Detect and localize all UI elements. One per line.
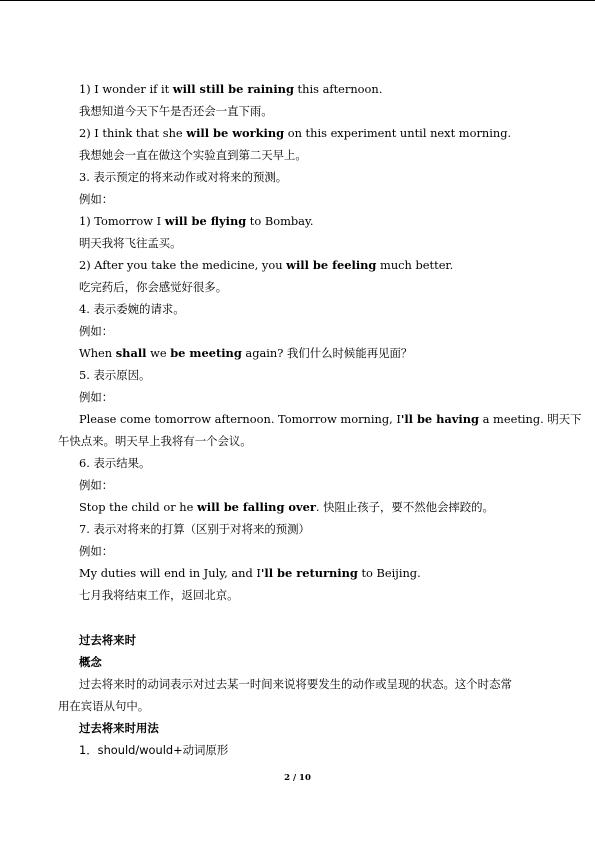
- text-segment: 例如：: [79, 192, 114, 206]
- text-line: [79, 364, 541, 386]
- text-line: [79, 474, 541, 496]
- text-line: [79, 78, 541, 100]
- text-line: [79, 408, 582, 430]
- text-segment: 1) Tomorrow I: [79, 214, 165, 228]
- text-segment: 1) I wonder if it: [79, 82, 173, 96]
- text-line: [79, 100, 541, 122]
- text-segment: 我想她会一直在做这个实验直到第二天早上。: [79, 148, 307, 162]
- header-rule: [0, 0, 595, 1]
- emphasis-text: shall: [115, 346, 147, 360]
- emphasis-text: will be falling over: [196, 500, 316, 514]
- text-segment: When: [79, 346, 116, 360]
- text-segment: 例如：: [79, 478, 114, 492]
- text-line: [79, 584, 541, 606]
- text-line: [79, 144, 541, 166]
- text-segment: 吃完药后，你会感觉好很多。: [79, 280, 228, 294]
- text-line: [79, 298, 541, 320]
- text-segment: 我想知道今天下午是否还会一直下雨。: [79, 104, 273, 118]
- text-line: [79, 562, 541, 584]
- text-segment: 5. 表示原因。: [79, 368, 151, 382]
- text-segment: 3. 表示预定的将来动作或对将来的预测。: [79, 170, 288, 184]
- emphasis-text: be meeting: [170, 346, 242, 360]
- text-line: [79, 166, 541, 188]
- emphasis-text: 'll be returning: [260, 566, 358, 580]
- text-segment: to Beijing.: [357, 566, 421, 580]
- text-segment: this afternoon.: [293, 82, 383, 96]
- text-line: [79, 518, 541, 540]
- text-line: [79, 342, 541, 364]
- text-line: [79, 320, 541, 342]
- document-body: [58, 78, 582, 761]
- text-segment: 7. 表示对将来的打算（区别于对将来的预测）: [79, 522, 310, 536]
- text-line: [79, 122, 541, 144]
- text-segment: My duties will end in July, and I: [79, 566, 261, 580]
- text-segment: 4. 表示委婉的请求。: [79, 302, 185, 316]
- section-title: 过去将来时: [79, 633, 136, 647]
- text-segment: 2) I think that she: [79, 126, 187, 140]
- text-segment: again? 我们什么时候能再见面？: [241, 346, 413, 360]
- text-line: [79, 276, 541, 298]
- text-segment: . 快阻止孩子，要不然他会摔跤的。: [315, 500, 494, 514]
- text-line: [79, 232, 541, 254]
- emphasis-text: will be flying: [164, 214, 247, 228]
- page-number: 2 / 10: [284, 773, 311, 783]
- text-segment: 例如：: [79, 324, 114, 338]
- emphasis-text: 'll be having: [400, 412, 479, 426]
- text-line: [58, 430, 541, 452]
- text-segment: 6. 表示结果。: [79, 456, 151, 470]
- text-segment: Please come tomorrow afternoon. Tomorrow morning, I: [79, 412, 401, 426]
- concept-heading: 概念: [79, 655, 102, 669]
- example-lines: [58, 78, 582, 606]
- text-segment: to Bombay.: [246, 214, 314, 228]
- concept-text-line-2: 用在宾语从句中。: [58, 699, 150, 713]
- text-line: [79, 496, 541, 518]
- text-line: [79, 254, 541, 276]
- text-segment: 明天我将飞往孟买。: [79, 236, 182, 250]
- text-line: [79, 452, 541, 474]
- emphasis-text: will still be raining: [172, 82, 294, 96]
- text-line: [79, 386, 541, 408]
- text-line: [79, 188, 541, 210]
- text-segment: 例如：: [79, 544, 114, 558]
- text-segment: 2) After you take the medicine, you: [79, 258, 287, 272]
- text-segment: 午快点来。明天早上我将有一个会议。: [58, 434, 252, 448]
- emphasis-text: will be working: [186, 126, 285, 140]
- text-segment: 七月我将结束工作，返回北京。: [79, 588, 239, 602]
- usage-item-1: 1．should/would+动词原形: [79, 743, 229, 757]
- text-line: [79, 540, 541, 562]
- text-segment: 例如：: [79, 390, 114, 404]
- text-segment: Stop the child or he: [79, 500, 197, 514]
- text-segment: a meeting. 明天下: [479, 412, 582, 426]
- text-segment: much better.: [376, 258, 454, 272]
- text-line: [79, 210, 541, 232]
- usage-heading: 过去将来时用法: [79, 721, 159, 735]
- text-segment: on this experiment until next morning.: [284, 126, 512, 140]
- emphasis-text: will be feeling: [286, 258, 377, 272]
- text-segment: we: [146, 346, 171, 360]
- concept-text-line-1: 过去将来时的动词表示对过去某一时间来说将要发生的动作或呈现的状态。这个时态常: [79, 677, 512, 691]
